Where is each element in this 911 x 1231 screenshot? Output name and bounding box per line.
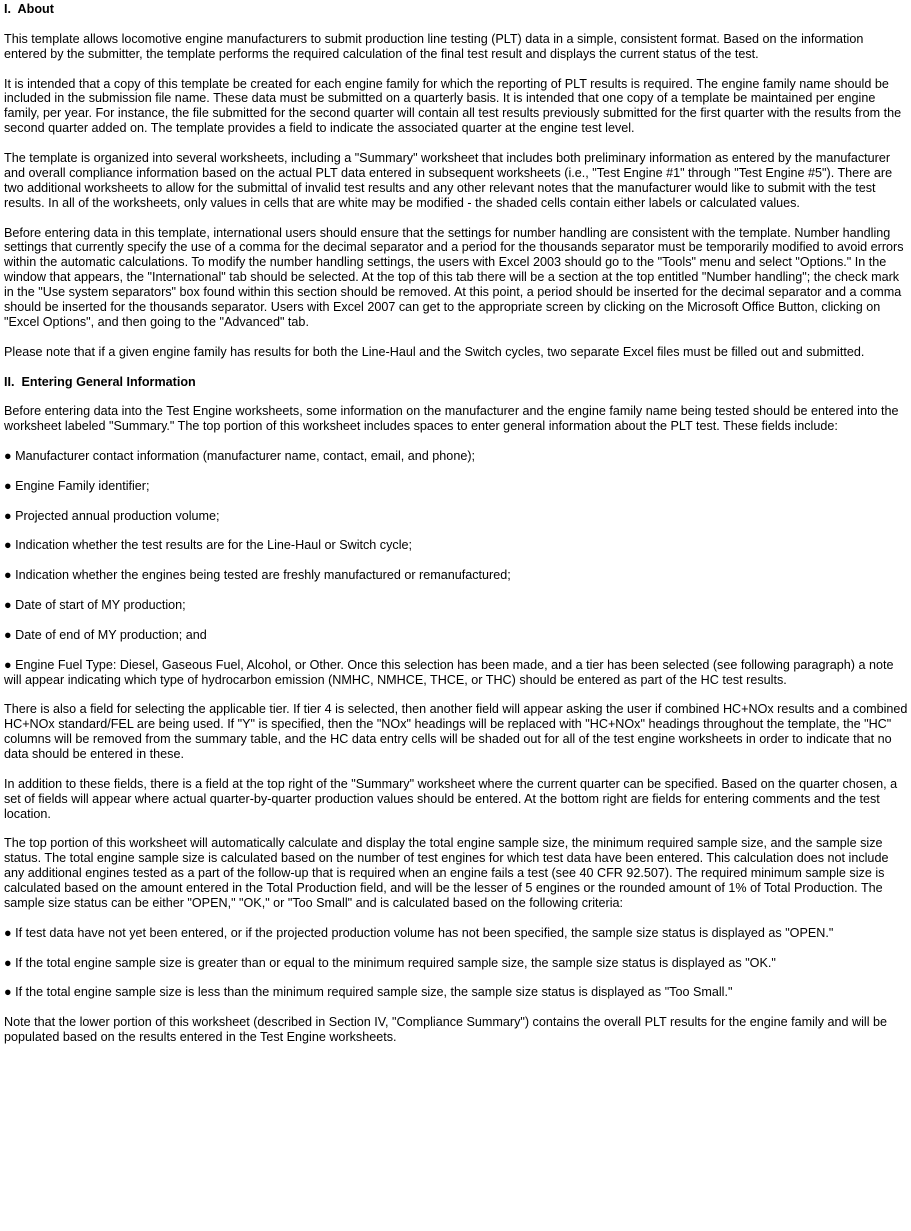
- field-bullet-manufacturer-contact: ● Manufacturer contact information (manufacturer name, contact, email, and phone);: [4, 449, 908, 464]
- note-paragraph: Note that the lower portion of this worksheet (described in Section IV, "Compliance Summary") contains the overall PLT results for the engine family and will be populated based on the results entered in the Test Engine worksheets.: [4, 1015, 888, 1045]
- criteria-bullet-too-small: ● If the total engine sample size is less than the minimum required sample size, the sample size status is displayed as "Too Small.": [4, 985, 908, 1000]
- field-bullet-fuel-type: ● Engine Fuel Type: Diesel, Gaseous Fuel, Alcohol, or Other. Once this selection has been made, and a tier has been selected (see following paragraph) a note will appear indicating which type of hydrocarbon emission (NMHC, NMHCE, THCE, or THC) should be entered as part of the HC test results.: [4, 658, 908, 688]
- tier-paragraph: There is also a field for selecting the applicable tier. If tier 4 is selected, then another field will appear asking the user if combined HC+NOx results and a combined HC+NOx standard/FEL are being used. If "Y" is specified, then the "NOx" headings will be replaced with "HC+NOx" headings throughout the template, the "HC" columns will be removed from the summary table, and the HC data entry cells will be shaded out for all of the test engine worksheets in order to indicate that no data should be entered in these.: [4, 702, 908, 762]
- document-page: [4, 2, 908, 1045]
- field-bullet-manufactured: ● Indication whether the engines being tested are freshly manufactured or remanufactured;: [4, 568, 908, 583]
- about-paragraph-3: The template is organized into several worksheets, including a "Summary" worksheet that includes both preliminary information as entered by the manufacturer and overall compliance information based on the actual PLT data entered in subsequent worksheets (i.e., "Test Engine #1" through "Test Engine #5"). There are two additional worksheets to allow for the submittal of invalid test results and any other relevant notes that the manufacturer would like to submit with the test results. In all of the worksheets, only values in cells that are white may be modified - the shaded cells contain either labels or calculated values.: [4, 151, 893, 210]
- field-bullet-cycle: ● Indication whether the test results are for the Line-Haul or Switch cycle;: [4, 538, 908, 553]
- about-paragraph-1: This template allows locomotive engine manufacturers to submit production line testing (PLT) data in a simple, consistent format. Based on the information entered by the submitter, the template performs the required calculation of the final test result and displays the current status of the test.: [4, 31, 864, 61]
- field-bullet-end-date: ● Date of end of MY production; and: [4, 628, 908, 643]
- about-paragraph-4: Before entering data in this template, international users should ensure that the settings for number handling are consistent with the template. Number handling settings that currently specify the use of a comma for the decimal separator and a period for the thousands separator must be temporarily modified to avoid errors within the automatic calculations. To modify the number handling settings, the users with Excel 2003 should go to the "Tools" menu and select "Options." In the window that appears, the "International" tab should be selected. At the top of this tab there will be a section at the top entitled "Number handling"; the check mark in the "Use system separators" box found within this section should be removed. At this point, a period should be inserted for the decimal separator and a comma should be inserted for the thousands separator. Users with Excel 2007 can get to the appropriate screen by clicking on the Microsoft Office Button, clicking on "Excel Options", and then going to the "Advanced" tab.: [4, 225, 904, 329]
- field-bullet-start-date: ● Date of start of MY production;: [4, 598, 908, 613]
- section-about-heading: I. About: [4, 2, 54, 16]
- about-paragraph-5: Please note that if a given engine family has results for both the Line-Haul and the Switch cycles, two separate Excel files must be filled out and submitted.: [4, 344, 865, 359]
- sample-size-paragraph: The top portion of this worksheet will automatically calculate and display the total engine sample size, the minimum required sample size, and the sample size status. The total engine sample size is calculated based on the number of test engines for which test data have been entered. This calculation does not include any additional engines tested as a part of the follow-up that is required when an engine fails a test (see 40 CFR 92.507). The required minimum sample size is calculated based on the amount entered in the Total Production field, and will be the lesser of 5 engines or the rounded amount of 1% of Total Production. The sample size status can be either "OPEN," "OK," or "Too Small" and is calculated based on the following criteria:: [4, 836, 889, 911]
- quarter-paragraph: In addition to these fields, there is a field at the top right of the "Summary" worksheet where the current quarter can be specified. Based on the quarter chosen, a set of fields will appear where actual quarter-by-quarter production values should be entered. At the bottom right are fields for entering comments and the test location.: [4, 776, 898, 821]
- criteria-bullet-open: ● If test data have not yet been entered, or if the projected production volume has not been specified, the sample size status is displayed as "OPEN.": [4, 926, 908, 941]
- about-paragraph-2: It is intended that a copy of this template be created for each engine family for which the reporting of PLT results is required. The engine family name should be included in the submission file name. These data must be submitted on a quarterly basis. It is intended that one copy of a template be maintained per engine family, per year. For instance, the file submitted for the second quarter will contain all test results previously submitted for the first quarter with the results from the second quarter added on. The template provides a field to indicate the associated quarter at the engine test level.: [4, 76, 902, 136]
- field-bullet-production-volume: ● Projected annual production volume;: [4, 509, 908, 524]
- criteria-bullet-ok: ● If the total engine sample size is greater than or equal to the minimum required sample size, the sample size status is displayed as "OK.": [4, 956, 908, 971]
- general-intro-paragraph: Before entering data into the Test Engine worksheets, some information on the manufacturer and the engine family name being tested should be entered into the worksheet labeled "Summary." The top portion of this worksheet includes spaces to enter general information about the PLT test. These fields include:: [4, 404, 899, 434]
- section-general-heading: II. Entering General Information: [4, 374, 196, 389]
- field-bullet-engine-family: ● Engine Family identifier;: [4, 479, 908, 494]
